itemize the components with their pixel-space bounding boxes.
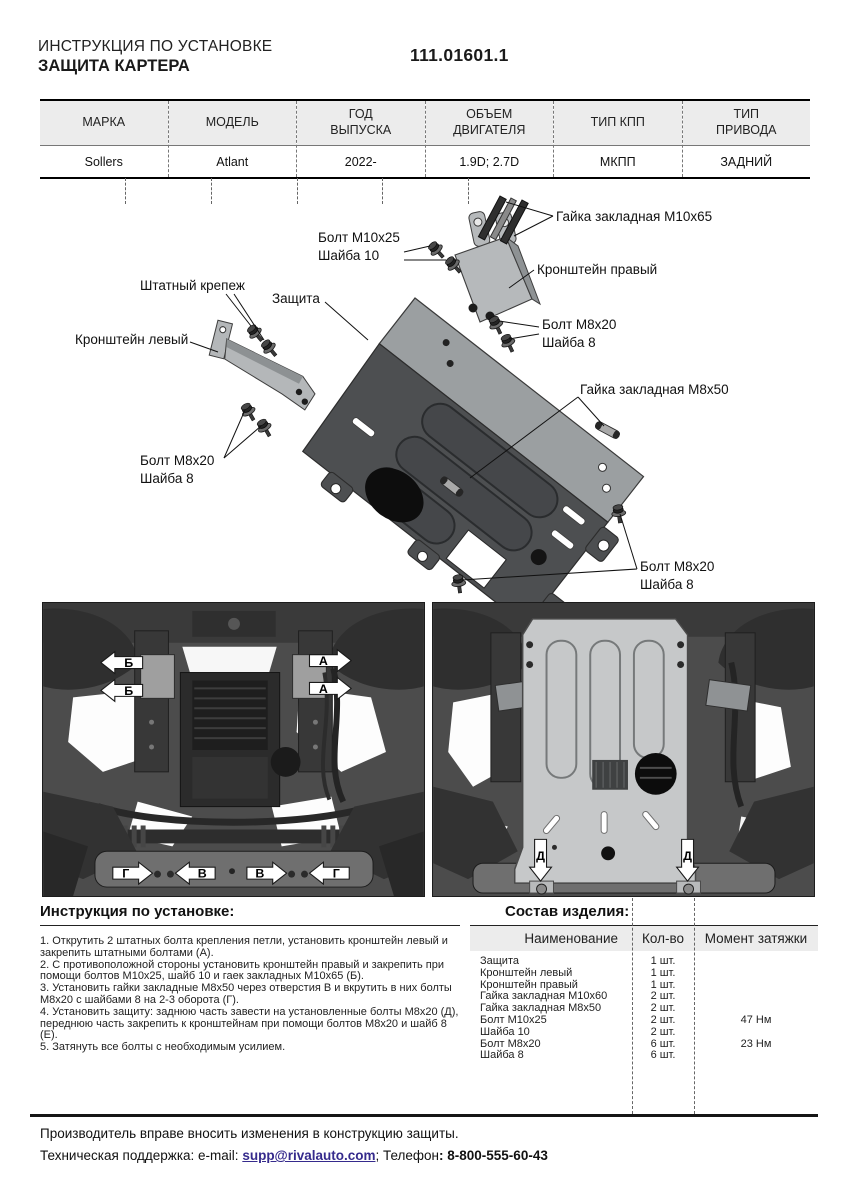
instructions-steps: [40, 936, 464, 1054]
left-bracket-drawing: [202, 320, 327, 411]
parts-col-qty: Кол-во: [642, 931, 684, 946]
label-bracket-left: Кронштейн левый: [75, 332, 189, 347]
embedded-nut-m8-drawing: [594, 420, 621, 439]
marker-letter-v2: В: [255, 866, 265, 881]
parts-col-name: Наименование: [524, 931, 618, 946]
support-phone: : 8-800-555-60-43: [439, 1148, 548, 1163]
parts-row: Шайба 8 6 шт.: [480, 1049, 676, 1062]
instructions-heading: Инструкция по установке:: [40, 903, 235, 920]
support-prefix: Техническая поддержка: e-mail:: [40, 1148, 243, 1163]
marker-letter-g1: Г: [122, 866, 130, 881]
footer-support: [40, 1148, 548, 1163]
bolt-m8-drawing: [238, 401, 259, 424]
marker-letter-b1: Б: [124, 656, 134, 671]
marker-letter-d1: Д: [536, 849, 545, 864]
parts-divider: [694, 898, 695, 1114]
parts-row: Защита 1 шт.: [480, 955, 676, 967]
marker-letter-a2: А: [318, 681, 328, 696]
parts-row: Кронштейн правый 1 шт.: [480, 978, 676, 991]
step-4: 4. Установить защиту: заднюю часть завести на установленные болты М8х20 (Д), переднюю часть закрепить к кронштейнам при помощи болтов М8х20 и шайб 8 (Е).: [40, 1005, 459, 1042]
spec-value-drive: ЗАДНИЙ: [720, 154, 773, 169]
spec-value-gearbox: МКПП: [599, 154, 636, 169]
spec-header-engine: ОБЪЕМ ДВИГАТЕЛЯ: [426, 101, 554, 146]
parts-table: [470, 925, 818, 1062]
instructions-rule: [40, 925, 460, 926]
parts-rows: [470, 951, 818, 1062]
bolt-m8-drawing: [498, 332, 518, 354]
parts-row: Болт М10х25 2 шт. 47 Нм: [480, 1013, 772, 1026]
label-bracket-right: Кронштейн правый: [537, 262, 658, 277]
product-title: ЗАЩИТА КАРТЕРА: [38, 57, 190, 75]
vehicle-spec-table: [40, 99, 810, 179]
spec-header-model: МОДЕЛЬ: [169, 101, 297, 146]
spec-col-gearbox: [553, 101, 682, 177]
parts-row: Кронштейн левый 1 шт.: [480, 966, 676, 979]
spec-header-drive: ТИП ПРИВОДА: [683, 101, 811, 146]
label-bolt-m10x25: Болт М10х25 Шайба 10: [318, 230, 400, 264]
spec-header-brand: МАРКА: [40, 101, 168, 146]
label-bolt-m8x20-rear: Болт М8х20 Шайба 8: [640, 559, 715, 593]
spec-col-model: [168, 101, 297, 177]
step-3: 3. Установить гайки закладные М8х50 через отверстия В и вкрутить в них болты М8х20 с шайбами 8 на 2-3 оборота (Г).: [40, 982, 452, 1006]
spec-col-engine: [425, 101, 554, 177]
marker-letter-g2: Г: [332, 866, 340, 881]
spec-header-year: ГОД ВЫПУСКА: [297, 101, 425, 146]
marker-letter-a1: А: [318, 654, 328, 669]
footer-notice: Производитель вправе вносить изменения в конструкцию защиты.: [40, 1126, 459, 1141]
photo-underbody-installed: [432, 602, 815, 897]
spec-value-year: 2022-: [344, 154, 377, 169]
support-email-link[interactable]: supp@rivalauto.com: [242, 1148, 376, 1163]
spec-header-gearbox: ТИП КПП: [554, 101, 682, 146]
step-1: 1. Открутить 2 штатных болта крепления петли, установить кронштейн левый и закрепить штатными болтами (А).: [40, 935, 448, 959]
label-bolt-m8x20-right: Болт М8х20 Шайба 8: [542, 317, 617, 351]
label-nut-m8x50: Гайка закладная М8х50: [580, 382, 729, 397]
parts-table-header: [470, 925, 818, 951]
step-2: 2. С противоположной стороны установить кронштейн правый и закрепить при помощи болтов М10х25, шайб 10 и гаек закладных М10х65 (Б).: [40, 958, 444, 983]
label-shield: Защита: [272, 291, 320, 306]
parts-row: Шайба 10 2 шт.: [480, 1025, 676, 1038]
spec-value-model: Atlant: [216, 154, 249, 169]
parts-divider: [632, 898, 633, 1114]
support-separator: ; Телефон: [375, 1148, 440, 1163]
spec-col-brand: [40, 101, 168, 177]
label-nut-m10x65: Гайка закладная М10х65: [556, 209, 713, 224]
parts-heading: Состав изделия:: [505, 903, 630, 920]
bolt-m8-drawing: [254, 417, 275, 440]
footer-rule: [30, 1114, 818, 1117]
step-5: 5. Затянуть все болты с необходимым усилием.: [40, 1041, 286, 1054]
parts-row: Гайка закладная М10х60 2 шт.: [480, 990, 676, 1003]
bolt-m10-drawing: [426, 239, 449, 262]
marker-letter-d2: Д: [683, 849, 692, 864]
photo-underbody-before: [42, 602, 425, 897]
marker-letter-v1: В: [197, 866, 207, 881]
label-factory-mount: Штатный крепеж: [140, 278, 245, 293]
spec-value-brand: Sollers: [84, 154, 123, 169]
doc-type-title: ИНСТРУКЦИЯ ПО УСТАНОВКЕ: [38, 38, 273, 55]
marker-letter-b2: Б: [124, 683, 134, 698]
parts-col-torque: Момент затяжки: [704, 931, 808, 946]
spec-col-year: [296, 101, 425, 177]
spec-value-engine: 1.9D; 2.7D: [459, 154, 520, 169]
spec-col-drive: [682, 101, 811, 177]
parts-row: Болт М8х20 6 шт. 23 Нм: [480, 1037, 772, 1050]
label-bolt-m8x20-left: Болт М8х20 Шайба 8: [140, 453, 215, 487]
parts-row: Гайка закладная М8х50 2 шт.: [480, 1002, 676, 1015]
bolt-m8-drawing: [611, 504, 627, 524]
part-number: 111.01601.1: [410, 45, 509, 65]
